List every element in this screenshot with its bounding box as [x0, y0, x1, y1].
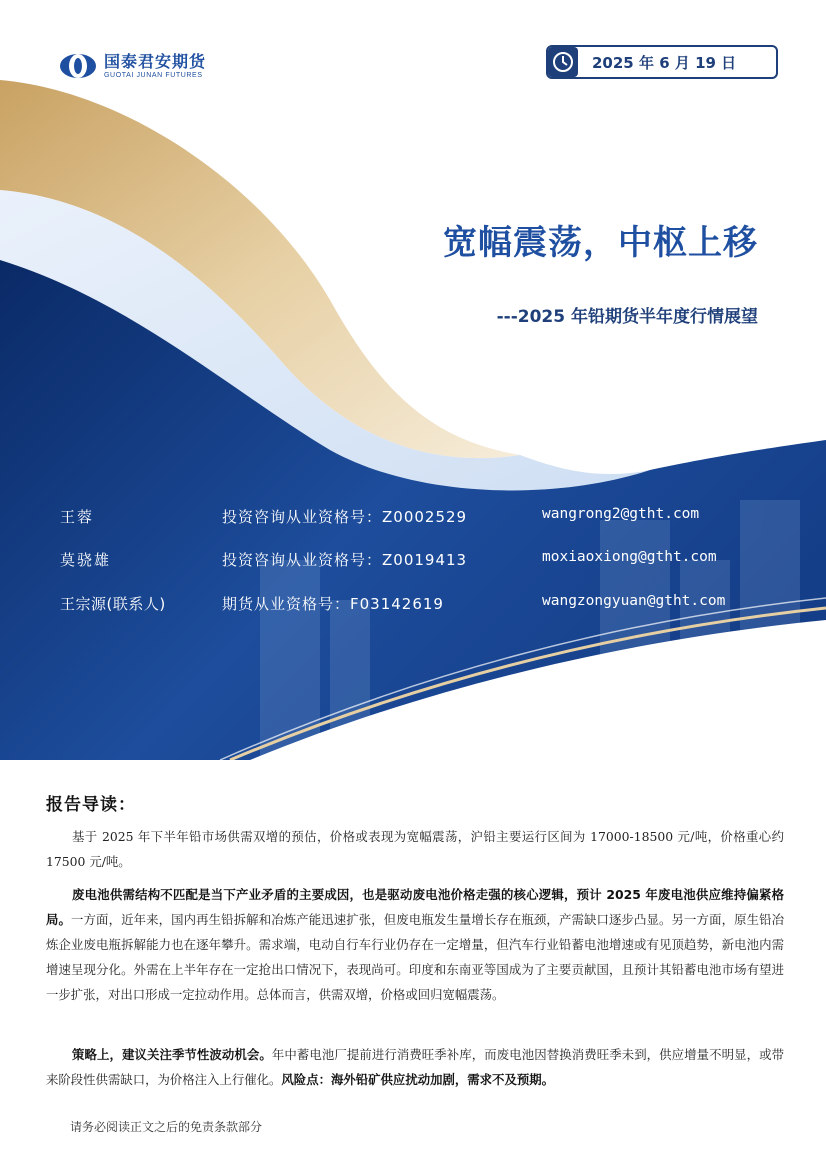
analyst-row: [60, 506, 780, 528]
summary-paragraph-1: 基于 2025 年下半年铅市场供需双增的预估，价格或表现为宽幅震荡，沪铅主要运行区间为 17000-18500 元/吨，价格重心约 17500 元/吨。: [46, 829, 784, 869]
analyst-name: 王蓉: [60, 508, 95, 526]
disclaimer-note: 请务必阅读正文之后的免责条款部分: [70, 1120, 263, 1134]
analyst-email[interactable]: wangrong2@gtht.com: [542, 506, 700, 522]
report-date-box: [546, 45, 778, 79]
summary-paragraph-3: [46, 1042, 784, 1092]
analyst-certificate: 投资咨询从业资格号：Z0002529: [222, 508, 468, 526]
logo-icon: [58, 52, 98, 80]
analyst-name: 莫骁雄: [60, 551, 112, 569]
report-title: 宽幅震荡，中枢上移: [443, 223, 758, 263]
strategy-point: 策略上，建议关注季节性波动机会。: [72, 1047, 272, 1062]
summary-paragraph-2: [46, 882, 784, 1007]
logo-name-en: GUOTAI JUNAN FUTURES: [104, 71, 203, 79]
analyst-row: [60, 549, 780, 571]
analyst-certificate: 期货从业资格号：F03142619: [222, 595, 444, 613]
analyst-email[interactable]: moxiaoxiong@gtht.com: [542, 549, 717, 565]
risk-point: 风险点：海外铅矿供应扰动加剧，需求不及预期。: [281, 1072, 555, 1087]
analyst-row: [60, 593, 780, 615]
clock-icon: [548, 47, 578, 77]
analyst-email[interactable]: wangzongyuan@gtht.com: [542, 593, 726, 609]
analyst-certificate: 投资咨询从业资格号：Z0019413: [222, 551, 468, 569]
analyst-name: 王宗源(联系人): [60, 595, 166, 613]
logo-name-cn: 国泰君安期货: [104, 51, 207, 71]
paragraph-text: 一方面，近年来，国内再生铅拆解和冶炼产能迅速扩张，但废电瓶发生量增长存在瓶颈，产需缺口逐步凸显。另一方面，原生铅冶炼企业废电瓶拆解能力也在逐年攀升。需求端，电动自行车行业仍存在一定增量，但汽车行业铅蓄电池增速或有见顶趋势，新电池内需增速呈现分化。外需在上半年存在一定抢出口情况下，表现尚可。印度和东南亚等国成为了主要贡献国，且预计其铅蓄电池市场有望进一步扩张，对出口形成一定拉动作用。总体而言，供需双增，价格或回归宽幅震荡。: [46, 912, 785, 1002]
paragraph-text: 年中蓄电池厂提前进行消费旺季补库，而废电池因替换消费旺季未到，供应增量不明显，或带来阶段性供需缺口，为价格注入上行催化。: [46, 1047, 785, 1087]
report-date: 2025 年 6 月 19 日: [592, 53, 737, 72]
company-logo: [58, 52, 206, 80]
summary-heading: 报告导读：: [46, 795, 136, 815]
key-point: 废电池供需结构不匹配是当下产业矛盾的主要成因，也是驱动废电池价格走强的核心逻辑，预计 2025 年废电池供应维持偏紧格局。: [46, 887, 784, 927]
report-subtitle: ---2025 年铅期货半年度行情展望: [496, 307, 758, 327]
